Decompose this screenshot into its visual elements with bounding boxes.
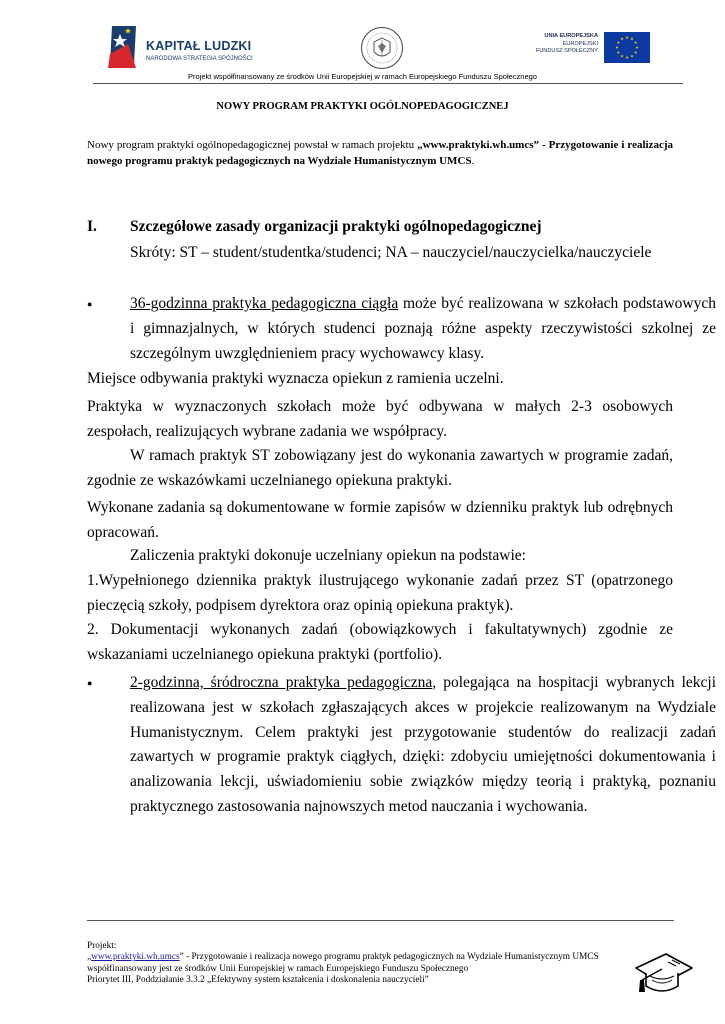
- bullet2-text: , polegająca na hospitacji wybranych lekcji realizowana jest w szkołach zgłaszających akces w projekcie realizowanym na Wydziale Humanistycznym. Celem praktyki jest przygotowanie studentów do realizacji zadań zawartych w programie praktyk ciągłych, dzięki: zdobyciu umiejętności dokumentowania i analizowania lekcji, uświadomieniu sobie związków między teorią i praktyką, poznaniu praktycznego zastosowania najnowszych metod nauczania i wychowania.: [130, 674, 717, 815]
- footer-divider: [87, 920, 674, 921]
- kapital-ludzki-subtitle: NARODOWA STRATEGIA SPÓJNOŚCI: [146, 56, 253, 62]
- footer-funding-line: współfinansowany jest ze środków Unii Europejskiej w ramach Europejskiego Funduszu Społecznego: [87, 963, 469, 974]
- bullet1-text: może być realizowana w szkołach podstawowych i gimnazjalnych, w których studenci poznają różne aspekty rzeczywistości szkolnej ze szczególnym uwzględnieniem pracy wychowawcy klasy.: [130, 295, 716, 362]
- project-link[interactable]: www.praktyki.wh.umcs: [91, 952, 180, 963]
- bullet1-title: 36-godzinna praktyka pedagogiczna ciągła: [130, 295, 399, 312]
- bullet-item-continuous-practice: [87, 292, 716, 366]
- eu-fund-line2: FUNDUSZ SPOŁECZNY: [535, 48, 598, 55]
- abbreviations: Skróty: ST – student/studentka/studenci; NA – nauczyciel/nauczycielka/nauczyciele: [130, 244, 652, 261]
- section-title: Szczegółowe zasady organizacji praktyki ogólnopedagogicznej: [130, 218, 542, 235]
- kapital-ludzki-logo: [106, 24, 256, 72]
- kapital-ludzki-name: KAPITAŁ LUDZKI: [146, 39, 252, 53]
- paragraph-groups: Praktyka w wyznaczonych szkołach może być odbywana w małych 2-3 osobowych zespołach, realizujących wybrane zadania we współpracy.: [87, 398, 673, 440]
- bullet-icon: ●: [87, 299, 93, 309]
- intro-project-name: „www.praktyki.wh.umcs” - Przygotowanie i realizacja nowego programu praktyk pedagogicznych na Wydziale Humanistycznym UMCS: [87, 139, 673, 167]
- footer-label: Projekt:: [87, 941, 117, 951]
- paragraph-credit: Zaliczenia praktyki dokonuje uczelniany opiekun na podstawie:: [130, 547, 526, 564]
- funding-note: Projekt współfinansowany ze środków Unii Europejskiej w ramach Europejskiego Funduszu Społecznego: [188, 72, 537, 81]
- paragraph-documented: Wykonane zadania są dokumentowane w formie zapisów w dzienniku praktyk lub odrębnych opracowań.: [87, 499, 673, 541]
- intro-text: Nowy program praktyki ogólnopedagogicznej powstał w ramach projektu: [87, 139, 418, 151]
- footer-project-line: [87, 952, 599, 963]
- intro-paragraph: [87, 138, 673, 169]
- bullet-icon: ●: [87, 678, 93, 688]
- footer-project-title: ” - Przygotowanie i realizacja nowego programu praktyk pedagogicznych na Wydziale Humanistycznym UMCS: [179, 952, 599, 963]
- eu-fund-line1: EUROPEJSKI: [562, 40, 598, 47]
- eu-name: UNIA EUROPEJSKA: [544, 33, 598, 39]
- footer-quote-open: „: [87, 952, 92, 963]
- eu-logo-text: [536, 33, 598, 56]
- bullet-item-midterm-practice: [87, 671, 716, 820]
- kapital-ludzki-mark-icon: [106, 24, 140, 70]
- eu-logo: [516, 32, 650, 66]
- credit-item-2: 2. Dokumentacji wykonanych zadań (obowiązkowych i fakultatywnych) zgodnie ze wskazaniami uczelnianego opiekuna praktyki (portfolio).: [87, 621, 673, 663]
- paragraph-place: Miejsce odbywania praktyki wyznacza opiekun z ramienia uczelni.: [87, 370, 504, 387]
- eu-flag-icon: [604, 32, 650, 63]
- header-divider: [93, 83, 683, 84]
- university-seal-icon: [360, 26, 404, 70]
- credit-item-1: 1.Wypełnionego dziennika praktyk ilustrującego wykonanie zadań przez ST (opatrzonego pieczęcią szkoły, podpisem dyrektora oraz opinią opiekuna praktyk).: [87, 572, 673, 614]
- section-number: I.: [87, 218, 97, 235]
- graduation-cap-icon: [632, 940, 696, 1004]
- paragraph-duties: W ramach praktyk ST zobowiązany jest do wykonania zawartych w programie zadań, zgodnie ze wskazówkami uczelnianego opiekuna praktyki.: [87, 447, 673, 489]
- footer: [87, 941, 599, 986]
- footer-priority-line: Priorytet III, Poddziałanie 3.3.2 „Efektywny system kształcenia i doskonalenia nauczycieli”: [87, 974, 429, 985]
- bullet2-title: 2-godzinna, śródroczna praktyka pedagogiczna: [130, 674, 433, 691]
- document-title: NOWY PROGRAM PRAKTYKI OGÓLNOPEDAGOGICZNEJ: [216, 101, 509, 112]
- intro-end: .: [471, 154, 475, 167]
